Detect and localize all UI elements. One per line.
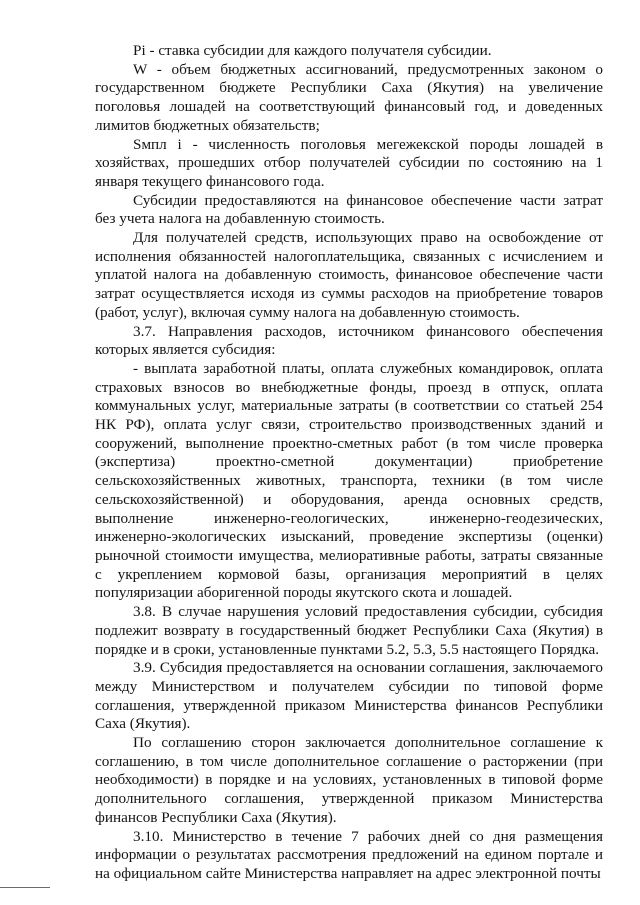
paragraph-section-3-10: 3.10. Министерство в течение 7 рабочих дней со дня размещения информации о результатах рассмотрения предложений на едином портале и на официальном сайте Министерства направляет на адрес электронной почты	[95, 827, 603, 882]
paragraph-subsidy-vat-note: Субсидии предоставляются на финансовое обеспечение части затрат без учета налога на добавленную стоимость.	[95, 191, 603, 228]
paragraph-section-3-9: 3.9. Субсидия предоставляется на основании соглашения, заключаемого между Министерством и получателем субсидии по типовой форме соглашения, утвержденной приказом Министерства финансов Республики Саха (Якутия).	[95, 659, 603, 733]
paragraph-expense-list: - выплата заработной платы, оплата служебных командировок, оплата страховых взносов во внебюджетные фонды, проезд в отпуск, оплата коммунальных услуг, материальные затраты (в соответствии со статьей 254 НК РФ), оплата услуг связи, строительство производственных зданий и сооружений, выполнение проектно-сметных работ (в том числе проверка (экспертиза) проектно-сметной документации) приобретение сельскохозяйственных животных, транспорта, техники (в том числе сельскохозяйственной) и оборудования, аренда основных средств, выполнение инженерно-геологических, инженерно-геодезических, инженерно-экологических изысканий, проведение экспертизы (оценки) рыночной стоимости имущества, мелиоративные работы, затраты связанные с укреплением кормовой базы, организация мероприятий в целях популяризации аборигенной породы якутского скота и лошадей.	[95, 359, 603, 602]
paragraph-livestock-count-definition: Sмпл i - численность поголовья мегежекской породы лошадей в хозяйствах, прошедших отбор получателей субсидии по состоянию на 1 января текущего финансового года.	[95, 135, 603, 190]
paragraph-rate-definition: Pi - ставка субсидии для каждого получателя субсидии.	[133, 42, 492, 59]
footnote-separator	[0, 887, 50, 888]
paragraph-vat-exempt-recipients: Для получателей средств, использующих право на освобождение от исполнения обязанностей налогоплательщика, связанных с исчислением и уплатой налога на добавленную стоимость, финансовое обеспечение части затрат осуществляется исходя из суммы расходов на приобретение товаров (работ, услуг), включая сумму налога на добавленную стоимость.	[95, 229, 603, 321]
paragraph-additional-agreement: По соглашению сторон заключается дополнительное соглашение к соглашению, в том числе дополнительное соглашение о расторжении (при необходимости) в порядке и на условиях, установленных в типовой форме дополнительного соглашения, утвержденной приказом Министерства финансов Республики Саха (Якутия).	[95, 734, 603, 826]
document-page	[95, 42, 603, 884]
paragraph-section-3-8: 3.8. В случае нарушения условий предоставления субсидии, субсидия подлежит возврату в государственный бюджет Республики Саха (Якутия) в порядке и в сроки, установленные пунктами 5.2, 5.3, 5.5 настоящего Порядка.	[95, 603, 603, 658]
paragraph-budget-volume-definition: W - объем бюджетных ассигнований, предусмотренных законом о государственном бюджете Республики Саха (Якутия) на увеличение поголовья лошадей на соответствующий финансовый год, и доведенных лимитов бюджетных обязательств;	[95, 60, 603, 134]
paragraph-section-3-7: 3.7. Направления расходов, источником финансового обеспечения которых является субсидия:	[95, 322, 603, 359]
